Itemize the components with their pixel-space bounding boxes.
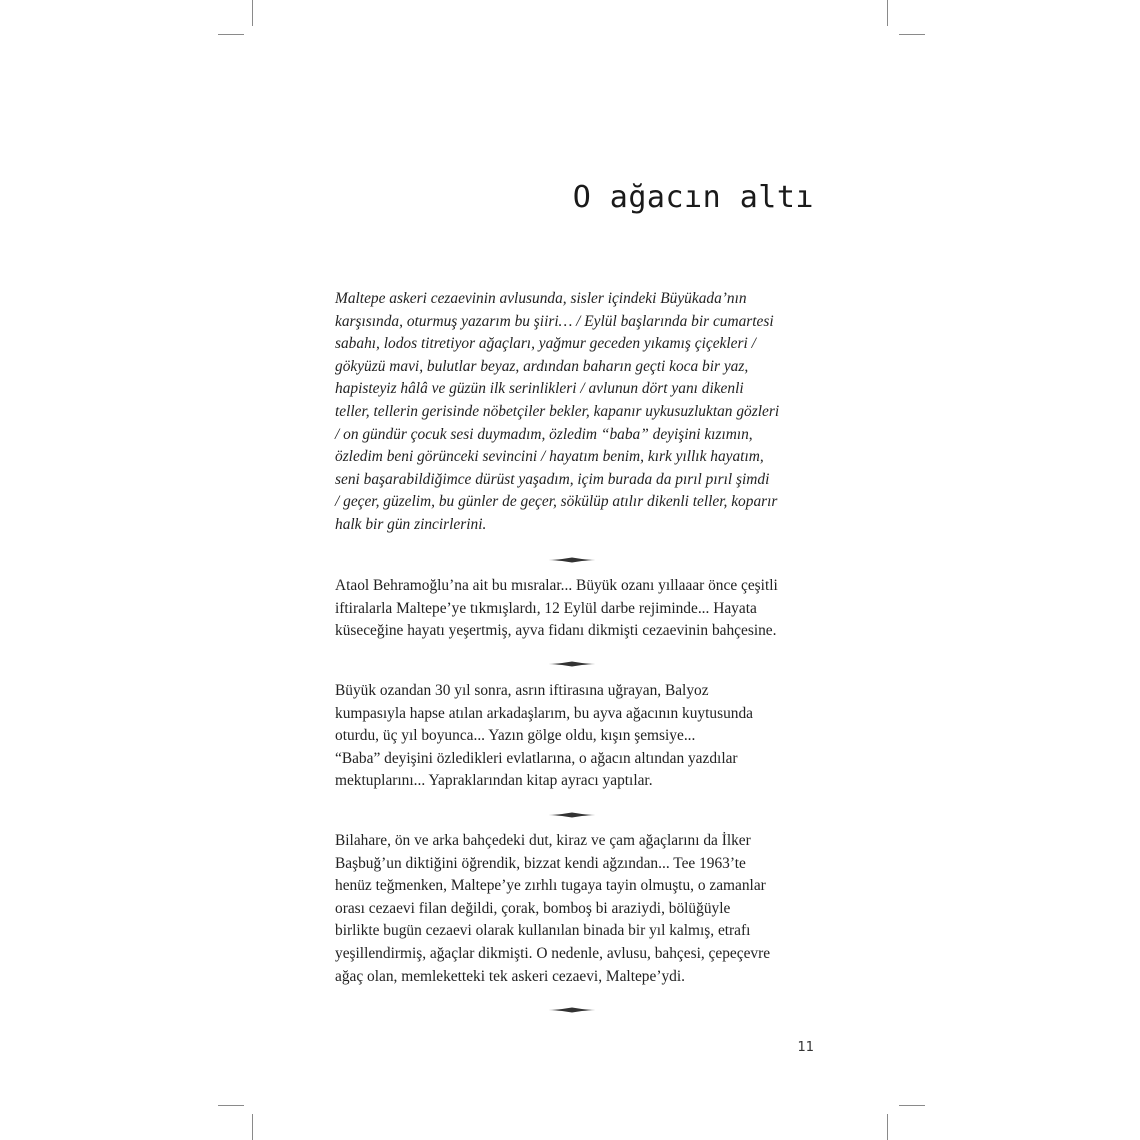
crop-mark xyxy=(252,1114,253,1140)
text-line: “Baba” deyişini özledikleri evlatlarına, o ağacın altından yazdılar xyxy=(335,749,738,767)
crop-mark xyxy=(899,34,925,35)
text-line: ağaç olan, memleketteki tek askeri cezaevi, Maltepe’ydi. xyxy=(335,967,685,985)
page-number: 11 xyxy=(797,1040,814,1055)
crop-mark xyxy=(887,1114,888,1140)
text-line: Ataol Behramoğlu’na ait bu mısralar... Büyük ozanı yıllaaar önce çeşitli xyxy=(335,577,778,594)
text-line: küseceğine hayatı yeşertmiş, ayva fidanı dikmişti cezaevinin bahçesine. xyxy=(335,622,777,640)
section-separator-icon xyxy=(545,1007,599,1013)
section-separator-icon xyxy=(545,812,599,818)
text-line: iftiralarla Maltepe’ye tıkmışlardı, 12 Eylül darbe rejiminde... Hayata xyxy=(335,599,757,617)
text-line: / on gündür çocuk sesi duymadım, özledim “baba” deyişini kızımın, xyxy=(335,425,753,443)
text-line: orası cezaevi filan değildi, çorak, bomboş bi araziydi, bölüğüyle xyxy=(335,899,731,917)
crop-mark xyxy=(887,0,888,26)
text-line: / geçer, güzelim, bu günler de geçer, sökülüp atılır dikenli teller, koparır xyxy=(335,493,778,511)
text-line: seni başarabildiğimce dürüst yaşadım, içim burada da pırıl pırıl şimdi xyxy=(335,470,770,488)
text-line: özledim beni görünceki sevincini / hayatım benim, kırk yıllık hayatım, xyxy=(335,448,764,466)
crop-mark xyxy=(899,1105,925,1106)
text-line: teller, tellerin gerisinde nöbetçiler bekler, kapanır uykusuzluktan gözleri xyxy=(335,402,780,420)
section-separator-icon xyxy=(545,661,599,667)
text-line: sabahı, lodos titretiyor ağaçları, yağmur geceden yıkamış çiçekleri / xyxy=(335,335,756,353)
text-line: Maltepe askeri cezaevinin avlusunda, sisler içindeki Büyükada’nın xyxy=(335,290,747,307)
text-line: birlikte bugün cezaevi olarak kullanılan binada bir yıl kalmış, etrafı xyxy=(335,922,751,940)
balyoz-paragraph xyxy=(335,680,815,793)
crop-mark xyxy=(218,1105,244,1106)
text-line: Büyük ozandan 30 yıl sonra, asrın iftirasına uğrayan, Balyoz xyxy=(335,682,709,699)
chapter-title: O ağacın altı xyxy=(572,180,814,215)
ataol-paragraph xyxy=(335,575,815,643)
text-line: henüz teğmenken, Maltepe’ye zırhlı tugaya tayin olmuştu, o zamanlar xyxy=(335,877,766,895)
text-line: hapisteyiz hâlâ ve güzün ilk serinlikleri / avlunun dört yanı dikenli xyxy=(335,380,744,398)
section-separator-icon xyxy=(545,557,599,563)
text-line: gökyüzü mavi, bulutlar beyaz, ardından baharın geçti koca bir yaz, xyxy=(335,357,749,375)
text-line: halk bir gün zincirlerini. xyxy=(335,515,487,533)
crop-mark xyxy=(218,34,244,35)
text-line: oturdu, üç yıl boyunca... Yazın gölge oldu, kışın şemsiye... xyxy=(335,727,696,745)
text-line: kumpasıyla hapse atılan arkadaşlarım, bu ayva ağacının kuytusunda xyxy=(335,704,753,722)
text-line: karşısında, oturmuş yazarım bu şiiri… / Eylül başlarında bir cumartesi xyxy=(335,312,774,330)
text-line: Bilahare, ön ve arka bahçedeki dut, kiraz ve çam ağaçlarını da İlker xyxy=(335,832,751,849)
poem-paragraph xyxy=(335,288,815,537)
text-line: mektuplarını... Yapraklarından kitap ayracı yaptılar. xyxy=(335,772,653,790)
ilker-paragraph xyxy=(335,830,815,988)
text-line: Başbuğ’un diktiğini öğrendik, bizzat kendi ağzından... Tee 1963’te xyxy=(335,854,746,872)
crop-mark xyxy=(252,0,253,26)
text-line: yeşillendirmiş, ağaçlar dikmişti. O nedenle, avlusu, bahçesi, çepeçevre xyxy=(335,944,771,962)
